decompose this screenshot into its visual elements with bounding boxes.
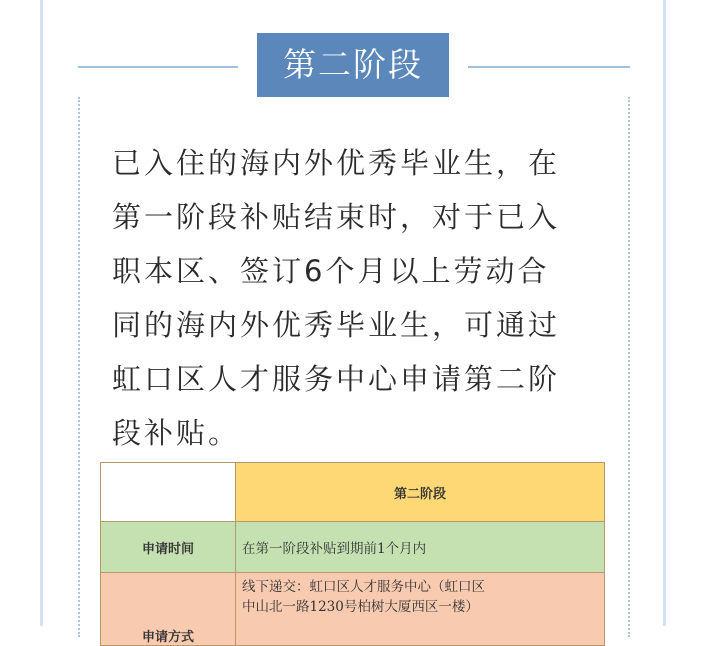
- row-label-apply-method: 申请方式: [101, 573, 236, 646]
- body-line: 已入住的海内外优秀毕业生，在: [112, 146, 561, 180]
- table-header-stage: 第二阶段: [236, 463, 605, 522]
- row-value-apply-time: 在第一阶段补贴到期前1个月内: [236, 522, 605, 573]
- body-line: 第一阶段补贴结束时，对于已入: [112, 200, 561, 234]
- table-header-row: [101, 463, 605, 522]
- body-line: 虹口区人才服务中心申请第二阶: [112, 362, 561, 396]
- divider-right: [468, 66, 630, 68]
- body-line: 同的海内外优秀毕业生，可通过: [112, 308, 561, 342]
- row-value-apply-method: [236, 573, 605, 646]
- section-title-badge: 第二阶段: [257, 33, 449, 97]
- subsidy-table: [100, 462, 605, 646]
- table-row: [101, 522, 605, 573]
- body-line: 段补贴。: [112, 416, 241, 450]
- table-corner-cell: [101, 463, 236, 522]
- body-paragraph: [112, 136, 602, 460]
- table-row: [101, 573, 605, 646]
- body-line: 职本区、签订6个月以上劳动合: [112, 254, 550, 288]
- divider-left: [78, 66, 238, 68]
- apply-method-line: 线下递交：虹口区人才服务中心（虹口区: [242, 579, 485, 595]
- apply-method-line: 中山北一路1230号柏树大厦西区一楼）: [242, 599, 479, 615]
- row-label-apply-time: 申请时间: [101, 522, 236, 573]
